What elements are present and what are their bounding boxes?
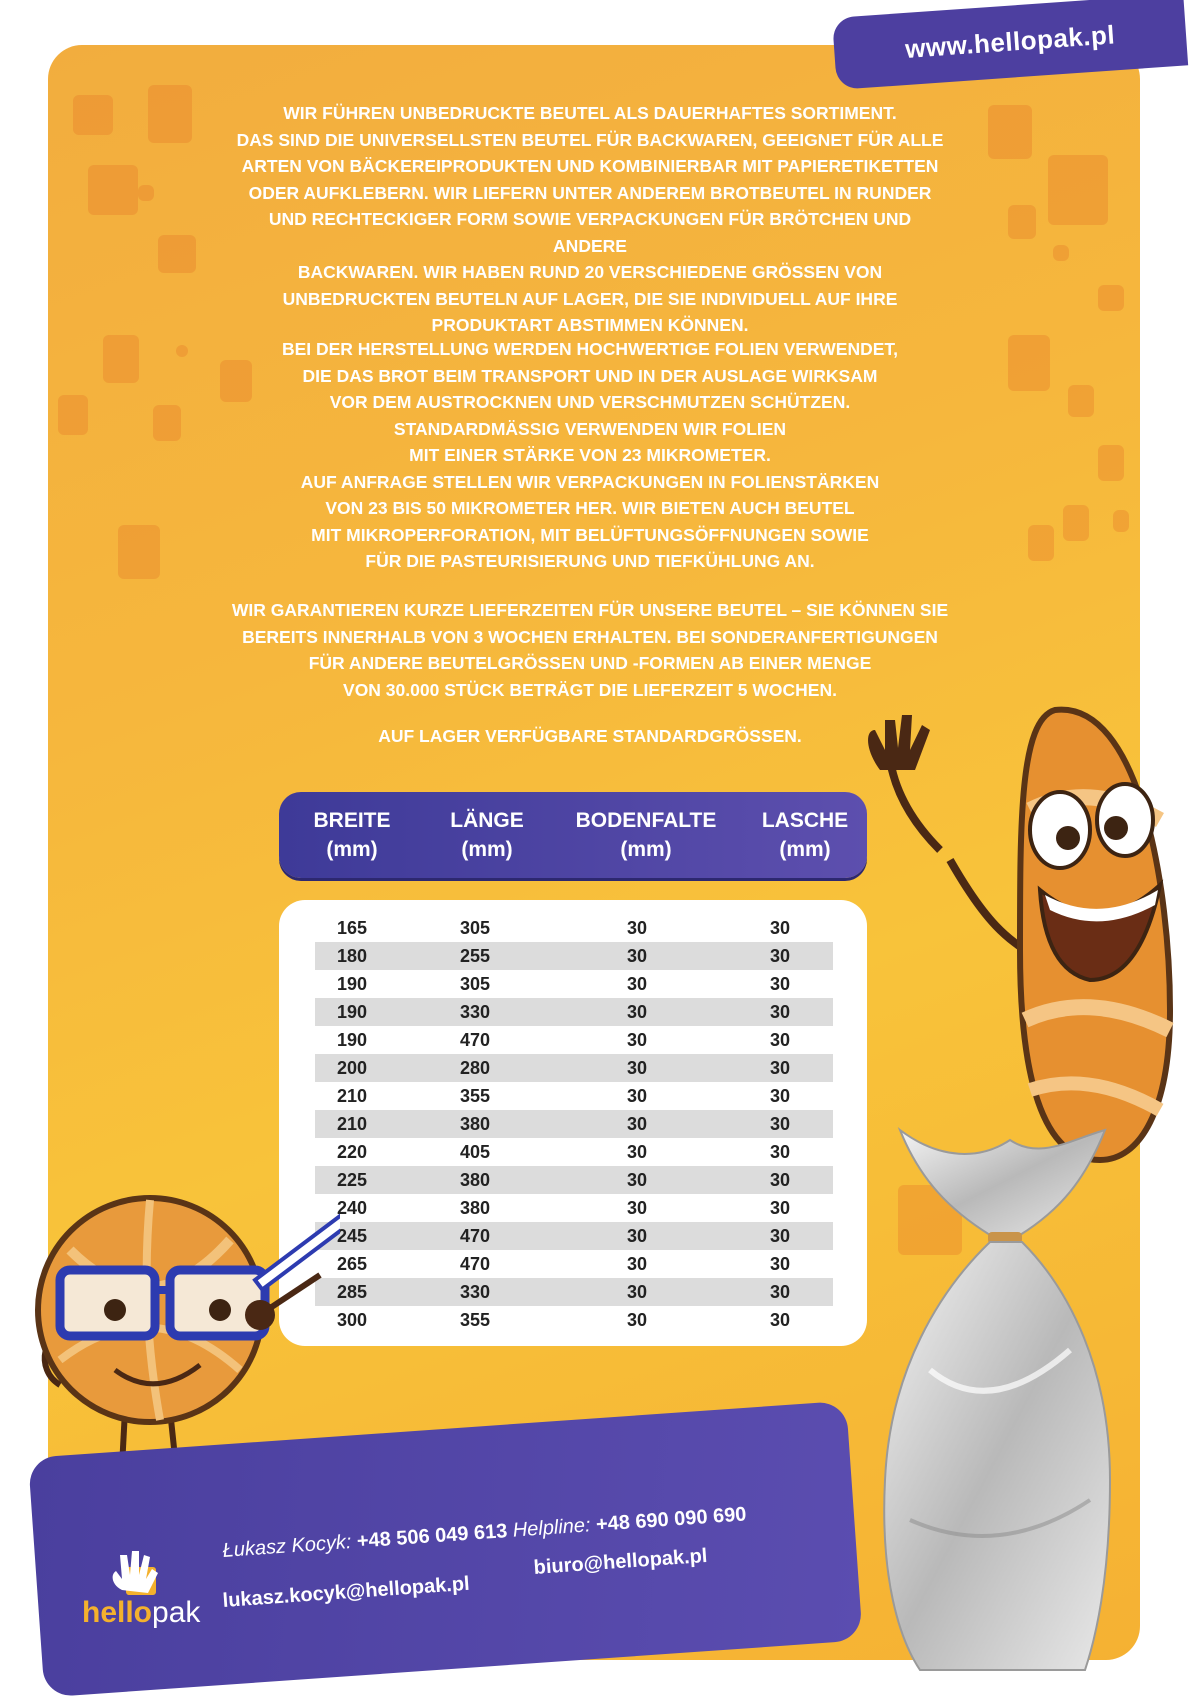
text-line: VON 23 BIS 50 MIKROMETER HER. WIR BIETEN AUCH BEUTEL	[325, 498, 855, 518]
baguette-mascot	[840, 690, 1190, 1180]
text-line: BACKWAREN. WIR HABEN RUND 20 VERSCHIEDENE GRÖSSEN VON	[297, 262, 883, 282]
table-cell: 225	[336, 1169, 368, 1190]
table-cell: 30	[626, 1197, 648, 1218]
table-row	[315, 1110, 833, 1138]
table-cell: 30	[769, 1169, 791, 1190]
column-header-breite	[279, 792, 425, 878]
table-cell: 30	[769, 1281, 791, 1302]
table-cell: 30	[769, 1113, 791, 1134]
table-cell: 180	[336, 945, 368, 966]
table-header	[279, 792, 867, 878]
logo-text-pak: pak	[152, 1596, 201, 1629]
column-unit: (mm)	[779, 838, 831, 861]
text-line: AUF LAGER VERFÜGBARE STANDARDGRÖSSEN.	[378, 726, 802, 746]
column-unit: (mm)	[620, 838, 672, 861]
column-name: LASCHE	[761, 809, 849, 832]
table-cell: 200	[336, 1057, 368, 1078]
column-header-laenge	[425, 792, 549, 878]
table-cell: 30	[769, 973, 791, 994]
text-line: BEI DER HERSTELLUNG WERDEN HOCHWERTIGE FOLIEN VERWENDET,	[281, 339, 899, 359]
table-cell: 30	[626, 973, 648, 994]
text-line: FÜR ANDERE BEUTELGRÖSSEN UND -FORMEN AB EINER MENGE	[308, 653, 872, 673]
table-cell: 30	[626, 1057, 648, 1078]
table-cell: 255	[459, 945, 491, 966]
text-line: FÜR DIE PASTEURISIERUNG UND TIEFKÜHLUNG AN.	[365, 551, 815, 571]
text-line: MIT MIKROPERFORATION, MIT BELÜFTUNGSÖFFNUNGEN SOWIE	[311, 524, 869, 545]
table-row	[315, 1026, 833, 1054]
table-row	[315, 1194, 833, 1222]
helpline-label: Helpline:	[512, 1514, 592, 1542]
table-cell: 30	[626, 945, 648, 966]
text-line: WIR FÜHREN UNBEDRUCKTE BEUTEL ALS DAUERHAFTES SORTIMENT.	[283, 103, 897, 123]
table-cell: 285	[336, 1281, 368, 1302]
website-url[interactable]: www.hellopak.pl	[904, 18, 1116, 64]
table-cell: 30	[626, 1085, 648, 1106]
intro-paragraph-2	[230, 336, 950, 575]
column-header-bodenfalte	[549, 792, 743, 878]
text-line: UND RECHTECKIGER FORM SOWIE VERPACKUNGEN FÜR BRÖTCHEN UND ANDERE	[268, 209, 912, 256]
text-line: ODER AUFKLEBERN. WIR LIEFERN UNTER ANDEREM BROTBEUTEL IN RUNDER	[248, 182, 932, 203]
sizes-table	[279, 900, 867, 1346]
table-cell: 30	[769, 917, 791, 938]
table-cell: 380	[459, 1197, 491, 1218]
text-line: VOR DEM AUSTROCKNEN UND VERSCHMUTZEN SCHÜTZEN.	[329, 392, 851, 412]
text-line: STANDARDMÄSSIG VERWENDEN WIR FOLIEN	[393, 418, 787, 439]
column-name: BODENFALTE	[575, 809, 717, 832]
table-row	[315, 1054, 833, 1082]
text-line: ARTEN VON BÄCKEREIPRODUKTEN UND KOMBINIERBAR MIT PAPIERETIKETTEN	[241, 156, 939, 176]
table-cell: 355	[459, 1085, 491, 1106]
table-cell: 165	[336, 917, 368, 938]
table-cell: 30	[769, 1085, 791, 1106]
table-cell: 30	[626, 1253, 648, 1274]
office-email[interactable]: biuro@hellopak.pl	[533, 1544, 709, 1579]
helpline-phone[interactable]: +48 690 090 690	[595, 1503, 748, 1536]
table-cell: 30	[769, 1001, 791, 1022]
table-cell: 305	[459, 917, 491, 938]
table-cell: 190	[336, 973, 368, 994]
table-row	[315, 1306, 833, 1334]
text-line: DAS SIND DIE UNIVERSELLSTEN BEUTEL FÜR BACKWAREN, GEEIGNET FÜR ALLE	[236, 129, 944, 150]
plastic-bag-image	[870, 1120, 1130, 1680]
table-cell: 30	[626, 1029, 648, 1050]
table-row	[315, 1250, 833, 1278]
table-row	[315, 1082, 833, 1110]
intro-paragraph-3	[230, 597, 950, 703]
text-line: MIT EINER STÄRKE VON 23 MIKROMETER.	[409, 445, 771, 465]
table-cell: 30	[626, 1281, 648, 1302]
hellopak-logo	[82, 1596, 200, 1630]
table-cell: 240	[336, 1197, 368, 1218]
table-cell: 30	[769, 1225, 791, 1246]
logo-text-hello: hello	[82, 1596, 153, 1629]
table-row	[315, 1222, 833, 1250]
table-cell: 280	[459, 1057, 491, 1078]
table-cell: 210	[336, 1113, 368, 1134]
text-line: AUF ANFRAGE STELLEN WIR VERPACKUNGEN IN FOLIENSTÄRKEN	[300, 471, 880, 492]
contact-email[interactable]: lukasz.kocyk@hellopak.pl	[222, 1572, 471, 1612]
table-cell: 30	[769, 1253, 791, 1274]
column-unit: (mm)	[461, 838, 513, 861]
table-row	[315, 942, 833, 970]
table-cell: 380	[459, 1113, 491, 1134]
text-line: PRODUKTART ABSTIMMEN KÖNNEN.	[431, 315, 749, 335]
table-cell: 355	[459, 1309, 491, 1330]
table-row	[315, 1138, 833, 1166]
table-row	[315, 914, 833, 942]
contact-name: Łukasz Kocyk:	[222, 1531, 353, 1562]
table-cell: 300	[336, 1309, 368, 1330]
table-cell: 470	[459, 1029, 491, 1050]
text-line: DIE DAS BROT BEIM TRANSPORT UND IN DER AUSLAGE WIRKSAM	[302, 365, 878, 386]
table-cell: 405	[459, 1141, 491, 1162]
column-name: BREITE	[313, 809, 391, 832]
table-row	[315, 970, 833, 998]
table-cell: 210	[336, 1085, 368, 1106]
table-cell: 30	[626, 1225, 648, 1246]
table-cell: 265	[336, 1253, 368, 1274]
table-cell: 30	[769, 945, 791, 966]
table-cell: 30	[626, 1309, 648, 1330]
table-row	[315, 1278, 833, 1306]
table-cell: 30	[626, 1169, 648, 1190]
table-cell: 245	[336, 1225, 368, 1246]
table-cell: 305	[459, 973, 491, 994]
table-cell: 380	[459, 1169, 491, 1190]
column-unit: (mm)	[326, 838, 378, 861]
table-cell: 30	[769, 1141, 791, 1162]
column-name: LÄNGE	[450, 809, 524, 832]
intro-paragraph-1	[230, 100, 950, 339]
table-cell: 30	[626, 917, 648, 938]
table-cell: 220	[336, 1141, 368, 1162]
text-line: WIR GARANTIEREN KURZE LIEFERZEITEN FÜR UNSERE BEUTEL – SIE KÖNNEN SIE	[231, 600, 949, 620]
table-cell: 30	[769, 1029, 791, 1050]
table-cell: 190	[336, 1001, 368, 1022]
table-cell: 30	[769, 1057, 791, 1078]
table-cell: 470	[459, 1225, 491, 1246]
table-cell: 30	[626, 1001, 648, 1022]
table-row	[315, 998, 833, 1026]
table-cell: 30	[769, 1309, 791, 1330]
table-cell: 330	[459, 1001, 491, 1022]
table-cell: 470	[459, 1253, 491, 1274]
table-cell: 190	[336, 1029, 368, 1050]
text-line: UNBEDRUCKTEN BEUTELN AUF LAGER, DIE SIE INDIVIDUELL AUF IHRE	[282, 288, 898, 309]
table-cell: 30	[769, 1197, 791, 1218]
table-cell: 330	[459, 1281, 491, 1302]
table-row	[315, 1166, 833, 1194]
text-line: BEREITS INNERHALB VON 3 WOCHEN ERHALTEN. BEI SONDERANFERTIGUNGEN	[242, 626, 938, 647]
table-cell: 30	[626, 1141, 648, 1162]
contact-phone[interactable]: +48 506 049 613	[356, 1520, 509, 1553]
table-cell: 30	[626, 1113, 648, 1134]
text-line: VON 30.000 STÜCK BETRÄGT DIE LIEFERZEIT 5 WOCHEN.	[343, 679, 837, 700]
